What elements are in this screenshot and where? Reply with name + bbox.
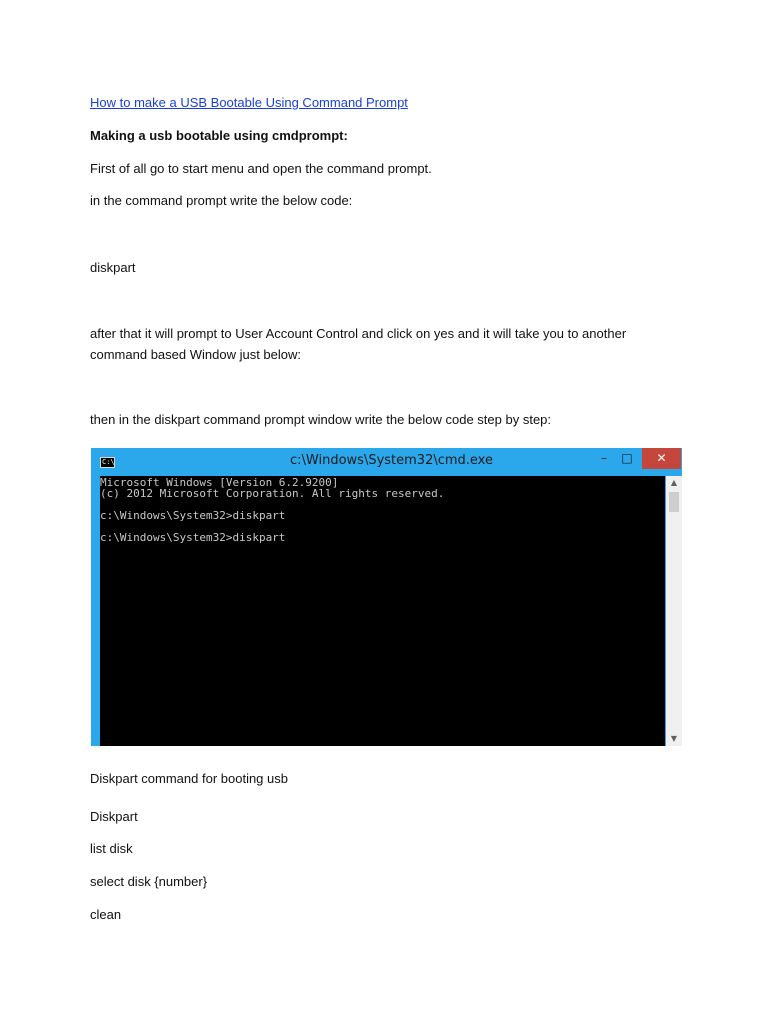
paragraph-uac-line1: after that it will prompt to User Account Control and click on yes and it will take you to another (90, 326, 627, 341)
console-line: c:\Windows\System32>diskpart (100, 509, 286, 522)
cmd-window-title: c:\Windows\System32\cmd.exe (290, 453, 493, 468)
step-item: list disk (90, 841, 133, 856)
console-line: (c) 2012 Microsoft Corporation. All rights reserved. (100, 487, 445, 500)
scrollbar-thumb[interactable] (669, 492, 679, 512)
paragraph-write-code: in the command prompt write the below code: (90, 193, 353, 208)
paragraph-step-by-step: then in the diskpart command prompt window write the below code step by step: (90, 412, 552, 427)
paragraph-open-cmd: First of all go to start menu and open the command prompt. (90, 161, 432, 176)
vertical-scrollbar[interactable] (666, 476, 682, 746)
console-output[interactable] (100, 476, 665, 746)
console-icon: C:\ (102, 458, 115, 466)
step-item: clean (90, 907, 122, 922)
scroll-up-arrow-icon[interactable]: ▲ (670, 478, 678, 487)
minimize-button[interactable]: – (601, 451, 607, 465)
scroll-down-arrow-icon[interactable]: ▼ (670, 734, 678, 743)
console-line: c:\Windows\System32>diskpart (100, 531, 286, 544)
cmd-title-bar (91, 448, 682, 475)
section-heading: Making a usb bootable using cmdprompt: (90, 128, 348, 143)
article-title-link[interactable]: How to make a USB Bootable Using Command Prompt (90, 95, 408, 110)
paragraph-diskpart-commands: Diskpart command for booting usb (90, 771, 288, 786)
paragraph-uac-line2: command based Window just below: (90, 347, 301, 362)
cmd-window-screenshot (91, 448, 682, 746)
step-item: Diskpart (90, 809, 138, 824)
console-line: Microsoft Windows [Version 6.2.9200] (100, 476, 339, 489)
close-button[interactable]: ✕ (642, 448, 681, 469)
step-item: select disk {number} (90, 874, 208, 889)
maximize-button[interactable]: □ (621, 451, 633, 465)
code-diskpart: diskpart (90, 260, 136, 275)
